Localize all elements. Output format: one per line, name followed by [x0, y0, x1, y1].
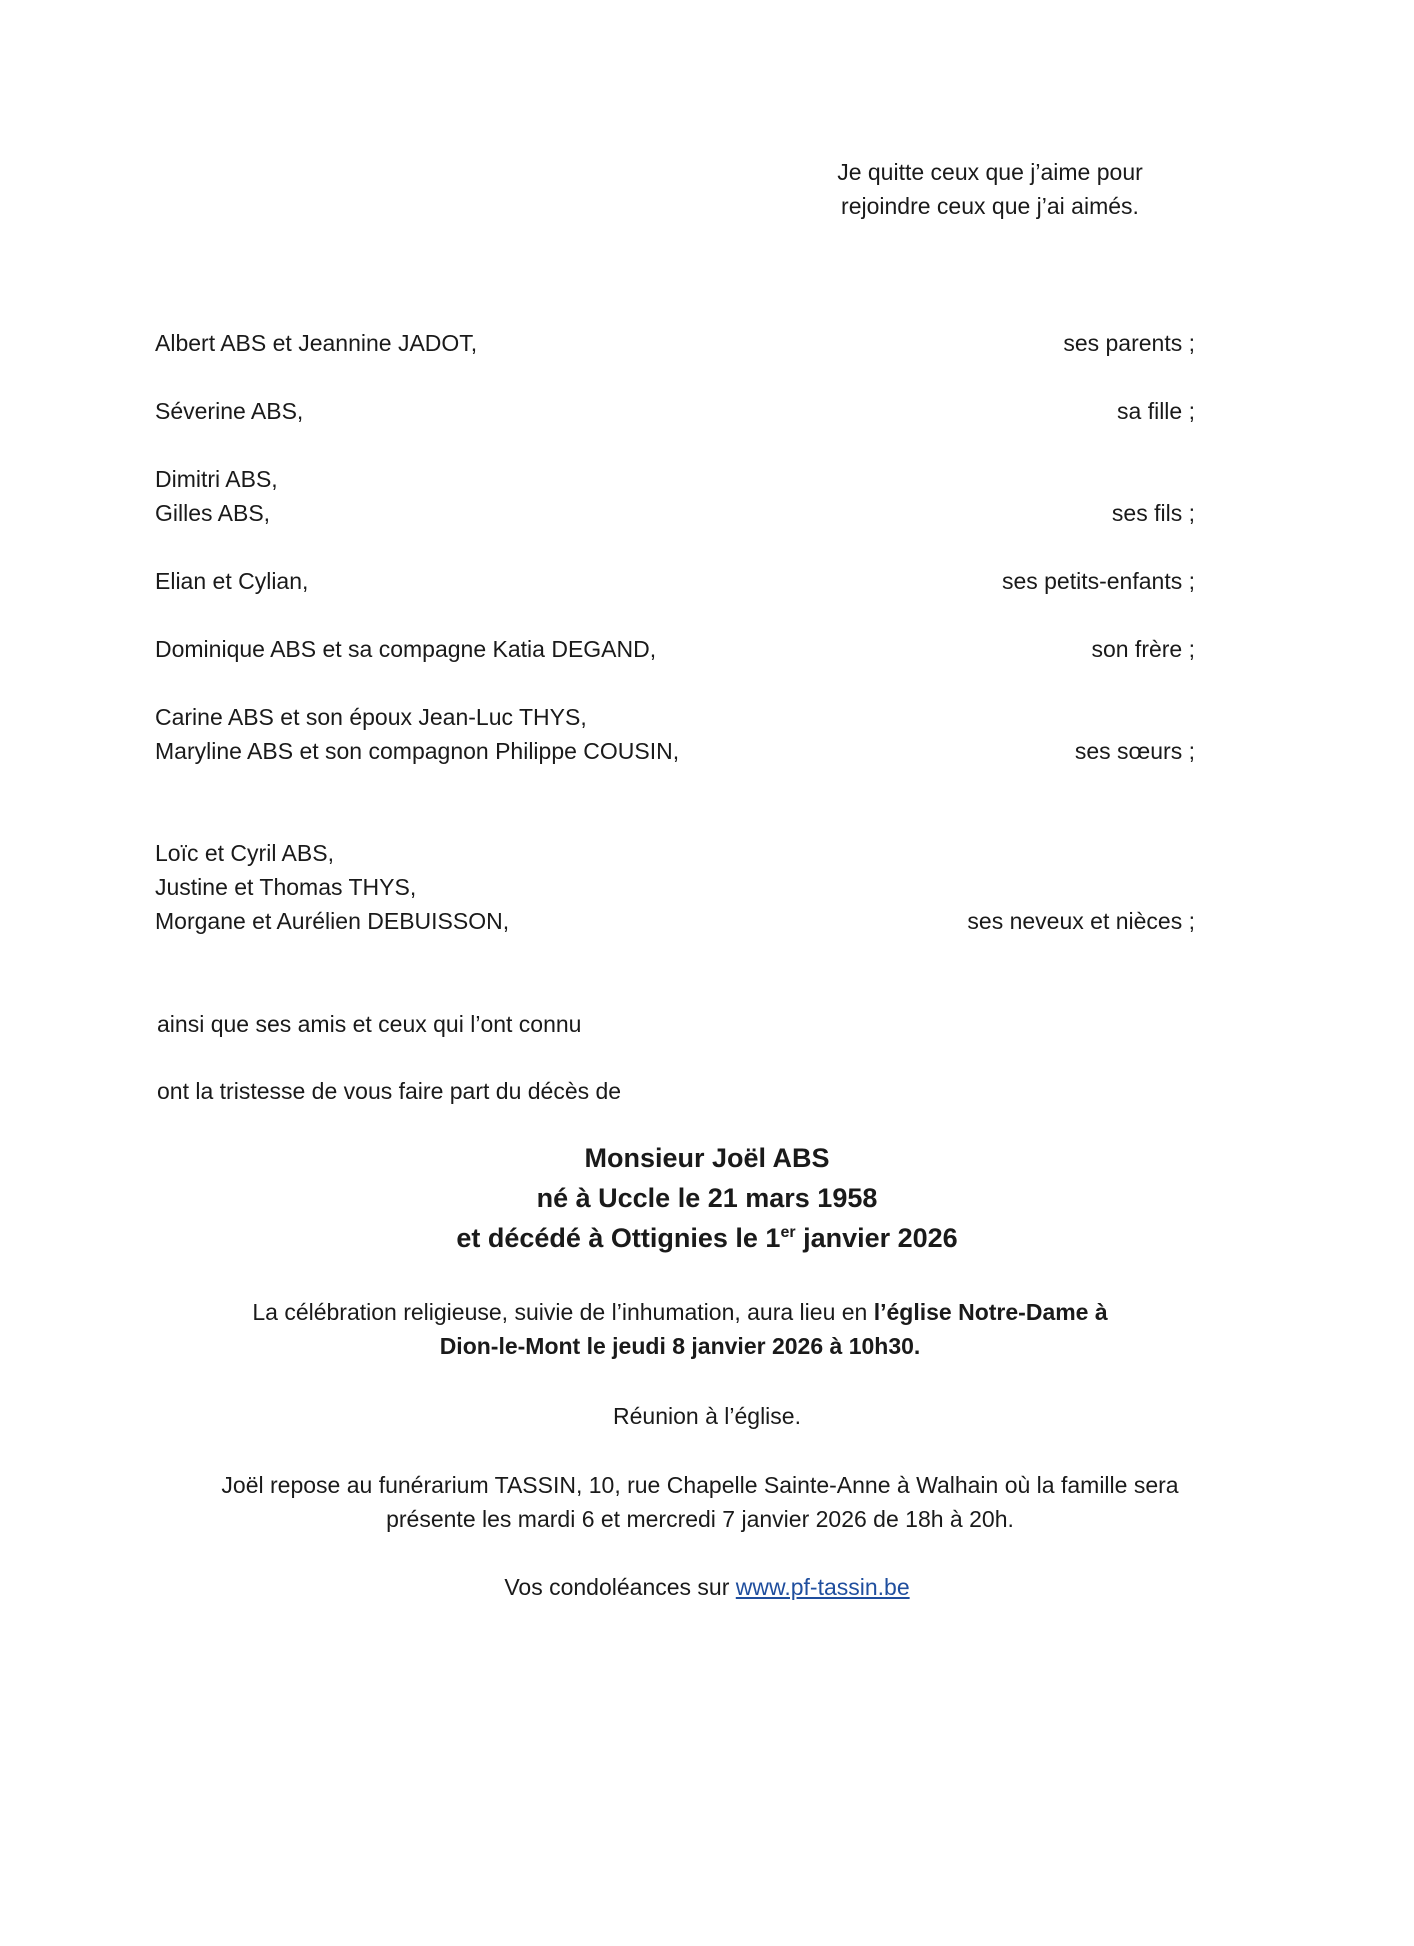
condolences-line — [0, 1570, 1414, 1604]
relative-name: Albert ABS et Jeannine JADOT, — [155, 330, 478, 356]
relationship-label: son frère ; — [1091, 636, 1195, 662]
birth-line: né à Uccle le 21 mars 1958 — [536, 1183, 878, 1213]
relatives-nephews-nieces — [155, 836, 1195, 938]
relative-name: Morgane et Aurélien DEBUISSON, — [155, 908, 510, 934]
ceremony-info — [180, 1295, 1180, 1363]
repose-line-2: présente les mardi 6 et mercredi 7 janvier 2026 de 18h à 20h. — [386, 1506, 1014, 1532]
condolences-text: Vos condoléances sur — [504, 1574, 736, 1600]
reunion-line: Réunion à l’église. — [613, 1403, 801, 1429]
relationship-label: ses neveux et nièces ; — [967, 908, 1195, 934]
relative-name: Carine ABS et son époux Jean-Luc THYS, — [155, 704, 587, 730]
deceased-block — [0, 1138, 1414, 1258]
relatives-daughter — [155, 394, 1195, 428]
relationship-label: ses parents ; — [1063, 330, 1195, 356]
relative-name: Dominique ABS et sa compagne Katia DEGAND, — [155, 636, 657, 662]
friends-line: ainsi que ses amis et ceux qui l’ont connu — [157, 1011, 582, 1037]
relative-name: Justine et Thomas THYS, — [155, 874, 417, 900]
relative-name: Dimitri ABS, — [155, 466, 278, 492]
relatives-sons — [155, 462, 1195, 530]
relative-name: Elian et Cylian, — [155, 568, 309, 594]
ceremony-place: l’église Notre-Dame à — [873, 1299, 1108, 1325]
ceremony-date: Dion-le-Mont le jeudi 8 janvier 2026 à 10h30. — [439, 1333, 921, 1359]
relative-name: Loïc et Cyril ABS, — [155, 840, 334, 866]
relatives-list — [155, 326, 1195, 938]
relatives-parents — [155, 326, 1195, 360]
relationship-label: ses sœurs ; — [1074, 738, 1195, 764]
relative-name: Maryline ABS et son compagnon Philippe COUSIN, — [155, 738, 680, 764]
relatives-sisters — [155, 700, 1195, 768]
relationship-label: ses petits-enfants ; — [1001, 568, 1195, 594]
deceased-name: Monsieur Joël ABS — [584, 1143, 830, 1173]
announcement-line: ont la tristesse de vous faire part du décès de — [157, 1078, 622, 1104]
death-line: et décédé à Ottignies le 1er janvier 2026 — [456, 1223, 958, 1253]
quote-line-2: rejoindre ceux que j’ai aimés. — [841, 193, 1139, 219]
relatives-grandchildren — [155, 564, 1195, 598]
repose-info — [120, 1468, 1280, 1536]
repose-line-1: Joël repose au funérarium TASSIN, 10, rue Chapelle Sainte-Anne à Walhain où la famille sera — [221, 1472, 1179, 1498]
relationship-label: sa fille ; — [1117, 398, 1195, 424]
relationship-label: ses fils ; — [1111, 500, 1195, 526]
ceremony-text: La célébration religieuse, suivie de l’inhumation, aura lieu en — [252, 1299, 874, 1325]
epigraph-quote — [800, 155, 1180, 223]
relative-name: Séverine ABS, — [155, 398, 304, 424]
quote-line-1: Je quitte ceux que j’aime pour — [837, 159, 1143, 185]
relatives-brother — [155, 632, 1195, 666]
condolences-link[interactable]: www.pf-tassin.be — [735, 1574, 910, 1600]
relative-name: Gilles ABS, — [155, 500, 271, 526]
